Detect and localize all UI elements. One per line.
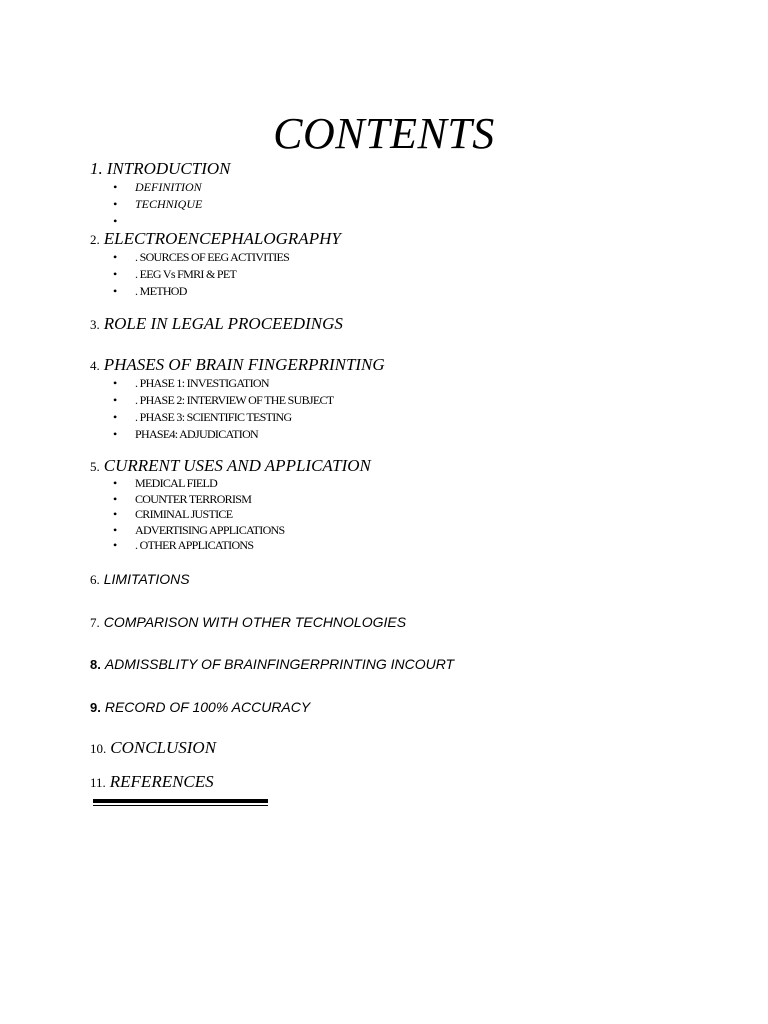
list-item <box>90 213 231 230</box>
section-number: 10. <box>90 741 107 756</box>
toc-section-conclusion <box>90 738 216 758</box>
section-number: 6. <box>90 572 100 587</box>
subitem-list <box>90 179 231 230</box>
list-item: • ADVERTISING APPLICATIONS <box>113 522 285 537</box>
section-heading: PHASES OF BRAIN FINGERPRINTING <box>103 355 385 374</box>
list-item: • PHASE4: ADJUDICATION <box>113 427 259 441</box>
section-heading: ADMISSBLITY OF BRAINFINGERPRINTING INCOURT <box>104 656 455 672</box>
section-number: 11. <box>90 775 106 790</box>
section-number: 1. <box>90 159 103 178</box>
section-heading: INTRODUCTION <box>106 159 231 178</box>
subitem-list <box>90 249 341 300</box>
list-item: • DEFINITION <box>113 180 202 194</box>
bullet-icon: • <box>113 522 117 537</box>
section-number: 5. <box>90 459 100 474</box>
bullet-icon: • <box>113 197 118 211</box>
bullet-icon: • <box>113 284 117 298</box>
subitem-list <box>90 375 385 443</box>
toc-section-phases <box>90 355 385 443</box>
toc-section-introduction <box>90 159 231 230</box>
toc-section-admissibility <box>90 654 454 674</box>
section-number: 3. <box>90 317 100 332</box>
bullet-icon: • <box>113 538 117 552</box>
list-item: • . PHASE 2: INTERVIEW OF THE SUBJECT <box>113 393 334 407</box>
section-heading: CURRENT USES AND APPLICATION <box>103 456 371 475</box>
list-item: • . PHASE 3: SCIENTIFIC TESTING <box>113 410 292 424</box>
section-heading: RECORD OF 100% ACCURACY <box>104 699 311 715</box>
toc-section-comparison <box>90 612 406 632</box>
list-item: • . SOURCES OF EEG ACTIVITIES <box>113 250 290 264</box>
list-item: • CRIMINAL JUSTICE <box>113 507 233 521</box>
section-number: 4. <box>90 358 100 373</box>
section-heading: LIMITATIONS <box>103 571 190 587</box>
list-item: • . METHOD <box>113 284 187 298</box>
bullet-icon: • <box>113 507 117 521</box>
bullet-icon: • <box>113 250 117 264</box>
toc-section-electroencephalography <box>90 229 341 300</box>
section-heading: ELECTROENCEPHALOGRAPHY <box>103 229 341 248</box>
bullet-icon: • <box>113 427 117 441</box>
section-number: 7. <box>90 615 100 630</box>
toc-section-accuracy <box>90 697 310 717</box>
list-item: • . PHASE 1: INVESTIGATION <box>113 376 269 390</box>
page-title: CONTENTS <box>273 109 495 158</box>
list-item: • TECHNIQUE <box>113 197 203 211</box>
list-item: • COUNTER TERRORISM <box>113 491 252 506</box>
list-item: • . OTHER APPLICATIONS <box>113 538 254 552</box>
toc-section-legal-proceedings <box>90 314 343 334</box>
bullet-icon: • <box>113 180 118 194</box>
double-rule-divider <box>93 799 268 806</box>
section-heading: REFERENCES <box>109 772 214 791</box>
list-item: • MEDICAL FIELD <box>113 476 218 490</box>
section-heading: CONCLUSION <box>110 738 217 757</box>
section-number: 8. <box>90 657 101 672</box>
bullet-icon: • <box>113 214 118 228</box>
bullet-icon: • <box>113 491 117 506</box>
toc-section-current-uses <box>90 456 371 554</box>
bullet-icon: • <box>113 267 117 281</box>
bullet-icon: • <box>113 476 117 490</box>
bullet-icon: • <box>113 376 117 390</box>
section-number: 9. <box>90 700 101 715</box>
toc-section-references <box>90 772 214 792</box>
bullet-icon: • <box>113 410 117 424</box>
toc-section-limitations <box>90 569 190 589</box>
section-heading: ROLE IN LEGAL PROCEEDINGS <box>103 314 343 333</box>
section-number: 2. <box>90 232 100 247</box>
bullet-icon: • <box>113 393 117 407</box>
subitem-list <box>90 476 371 554</box>
section-heading: COMPARISON WITH OTHER TECHNOLOGIES <box>103 614 407 630</box>
list-item: • . EEG Vs FMRI & PET <box>113 267 237 281</box>
